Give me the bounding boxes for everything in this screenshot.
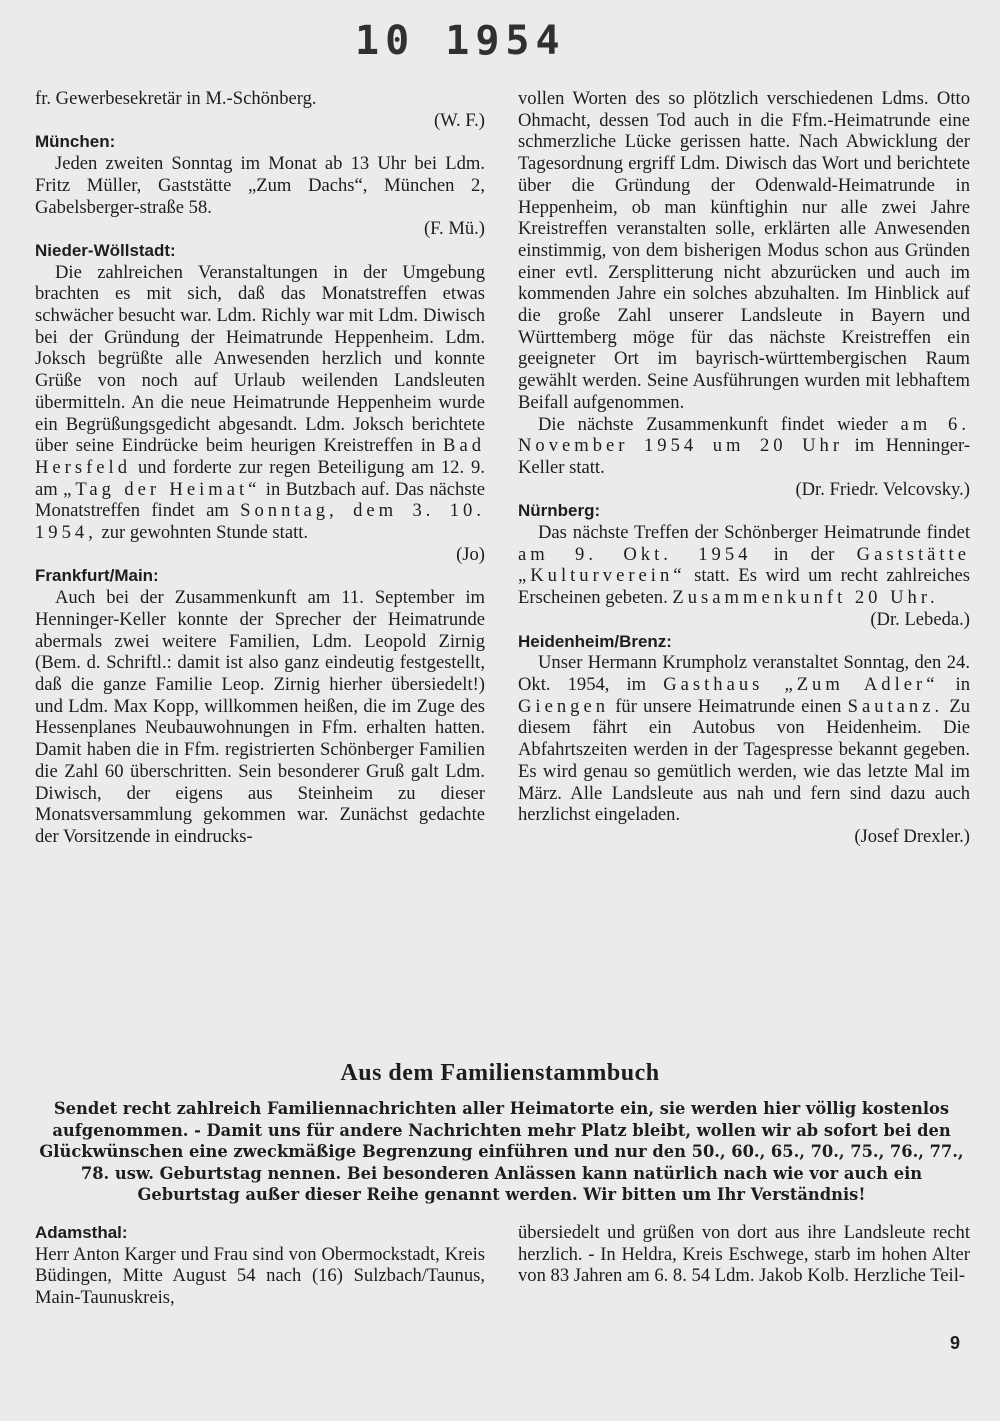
paragraph-nieder-woellstadt: Die zahlreichen Veranstaltungen in der Umgebung brachten es mit sich, daß das Monatstreffen etwas schwächer besucht war. Ldm. Richly war mit Ldm. Diwisch bei der Gründung der Heimatrunde Heppenheim. Ldm. Joksch begrüßte alle Anwesenden herzlich und konnte Grüße von noch auf Urlaub weilenden Landsleuten übermitteln. An die neue Heimatrunde Heppenheim wurde ein Begrüßungsgedicht abgesandt. Ldm. Joksch berichtete über seine Eindrücke beim heurigen Kreistreffen in Bad Hersfeld und forderte zur regen Beteiligung am 12. 9. am „Tag der Heimat“ in Butzbach auf. Das nächste Monatstreffen findet am Sonntag, dem 3. 10. 1954, zur gewohnten Stunde statt. xyxy=(35,261,486,544)
paragraph: übersiedelt und grüßen von dort aus ihre Landsleute recht herzlich. - In Heldra, Kreis Eschwege, starb im hohen Alter von 83 Jahren am 6. 8. 54 Ldm. Jakob Kolb. Herzliche Teil- xyxy=(518,1222,970,1287)
heading-nieder-woellstadt: Nieder-Wöllstadt: xyxy=(35,240,176,260)
paragraph-frankfurt: Auch bei der Zusammenkunft am 11. September im Henninger-Keller konnte der Sprecher der Heimatrunde abermals zwei weitere Familien, Ldm. Leopold Zirnig (Bem. d. Schriftl.: damit ist also ganz eindeutig festgestellt, daß die ganze Familie Leop. Zirnig hierher übersiedelt!) und Ldm. Max Kopp, willkommen heißen, die im Zuge des Hessenplanes Neubauwohnungen in Ffm. erhalten hatten. Damit haben die in Ffm. registrierten Schönberger Familien die Zahl 60 überschritten. Sein besonderer Gruß galt Ldm. Diwisch, der eigens aus Steinheim zu dieser Monatsversammlung gekommen war. Zunächst gedachte der Vorsitzende in eindrucks- xyxy=(35,587,485,847)
bottom-right-column xyxy=(518,1222,970,1287)
heading-nuernberg: Nürnberg: xyxy=(518,501,601,521)
archive-stamp: 10 1954 xyxy=(355,18,566,64)
signature: (Josef Drexler.) xyxy=(854,825,970,847)
paragraph: fr. Gewerbesekretär in M.-Schönberg. xyxy=(35,88,317,109)
section-title: Aus dem Familienstammbuch xyxy=(340,1060,660,1086)
signature: (Dr. Friedr. Velcovsky.) xyxy=(795,478,970,500)
paragraph-adamsthal: Herr Anton Karger und Frau sind von Obermockstadt, Kreis Büdingen, Mitte August 54 nach (16) Sulzbach/Taunus, Main-Taunuskreis, xyxy=(35,1243,485,1309)
signature: (F. Mü.) xyxy=(423,218,485,240)
right-column xyxy=(518,88,970,848)
heading-frankfurt: Frankfurt/Main: xyxy=(35,566,159,586)
signature: (Dr. Lebeda.) xyxy=(870,608,970,630)
paragraph-heidenheim: Unser Hermann Krumpholz veranstaltet Sonntag, den 24. Okt. 1954, im Gasthaus „Zum Adler“ in Giengen für unsere Heimatrunde einen Sautanz. Zu diesem fährt ein Autobus von Heidenheim. Die Abfahrtszeiten werden in der Tagespresse bekannt gegeben. Es wird genau so gemütlich werden, wie das letzte Mal im März. Alle Landsleute aus nah und fern sind dazu auch herzlichst eingeladen. xyxy=(518,652,970,826)
paragraph-nuernberg: Das nächste Treffen der Schönberger Heimatrunde findet am 9. Okt. 1954 in der Gaststätte „Kulturverein“ statt. Es wird um recht zahlreiches Erscheinen gebeten. Zusammenkunft 20 Uhr. xyxy=(518,522,970,609)
signature: (Jo) xyxy=(456,543,485,565)
heading-muenchen: München: xyxy=(35,132,116,152)
page-number: 9 xyxy=(950,1333,961,1353)
notice-paragraph: Sendet recht zahlreich Familiennachrichten aller Heimatorte ein, sie werden hier völlig kostenlos aufgenommen. - Damit uns für andere Nachrichten mehr Platz bleibt, wollen wir ab sofort bei den Glückwünschen eine zweckmäßige Begrenzung einführen und nur den 50., 60., 65., 70., 75., 76., 77., 78. usw. Geburtstag nennen. Bei besonderen Anlässen kann natürlich nach wie vor auch ein Geburtstag außer dieser Reihe genannt werden. Wir bitten um Ihr Verständnis! xyxy=(39,1099,964,1204)
signature: (W. F.) xyxy=(433,109,485,131)
paragraph: Die nächste Zusammenkunft findet wieder am 6. November 1954 um 20 Uhr im Henninger-Keller statt. xyxy=(518,413,971,478)
heading-adamsthal: Adamsthal: xyxy=(35,1223,128,1242)
paragraph-muenchen: Jeden zweiten Sonntag im Monat ab 13 Uhr bei Ldm. Fritz Müller, Gaststätte „Zum Dachs“, München 2, Gabelsberger-straße 58. xyxy=(35,153,485,218)
paragraph: vollen Worten des so plötzlich verschiedenen Ldms. Otto Ohmacht, dessen Tod auch in die Ffm.-Heimatrunde eine schmerzliche Lücke gerissen hatte. Nach Abwicklung der Tagesordnung ergriff Ldm. Diwisch das Wort und berichtete über die Gründung der Odenwald-Heimatrunde in Heppenheim, ob man künftighin nur alle zwei Jahre Kreistreffen veranstalten solle, erklärten alle Anwesenden einstimmig, von dem bisherigen Modus schon aus Gründen einer evtl. Zersplitterung nicht abzurücken und auch im kommenden Jahre ein solches abzuhalten. Im Hinblick auf die große Zahl unserer Landsleute in Bayern und Württemberg möge für das nächste Kreistreffen ein geeigneter Ort im bayrisch-württembergischen Raum gewählt werden. Seine Ausführungen wurden mit lebhaftem Beifall aufgenommen. xyxy=(518,88,970,413)
left-column xyxy=(35,88,485,848)
bottom-left-column xyxy=(35,1222,485,1309)
heading-heidenheim: Heidenheim/Brenz: xyxy=(518,631,672,651)
